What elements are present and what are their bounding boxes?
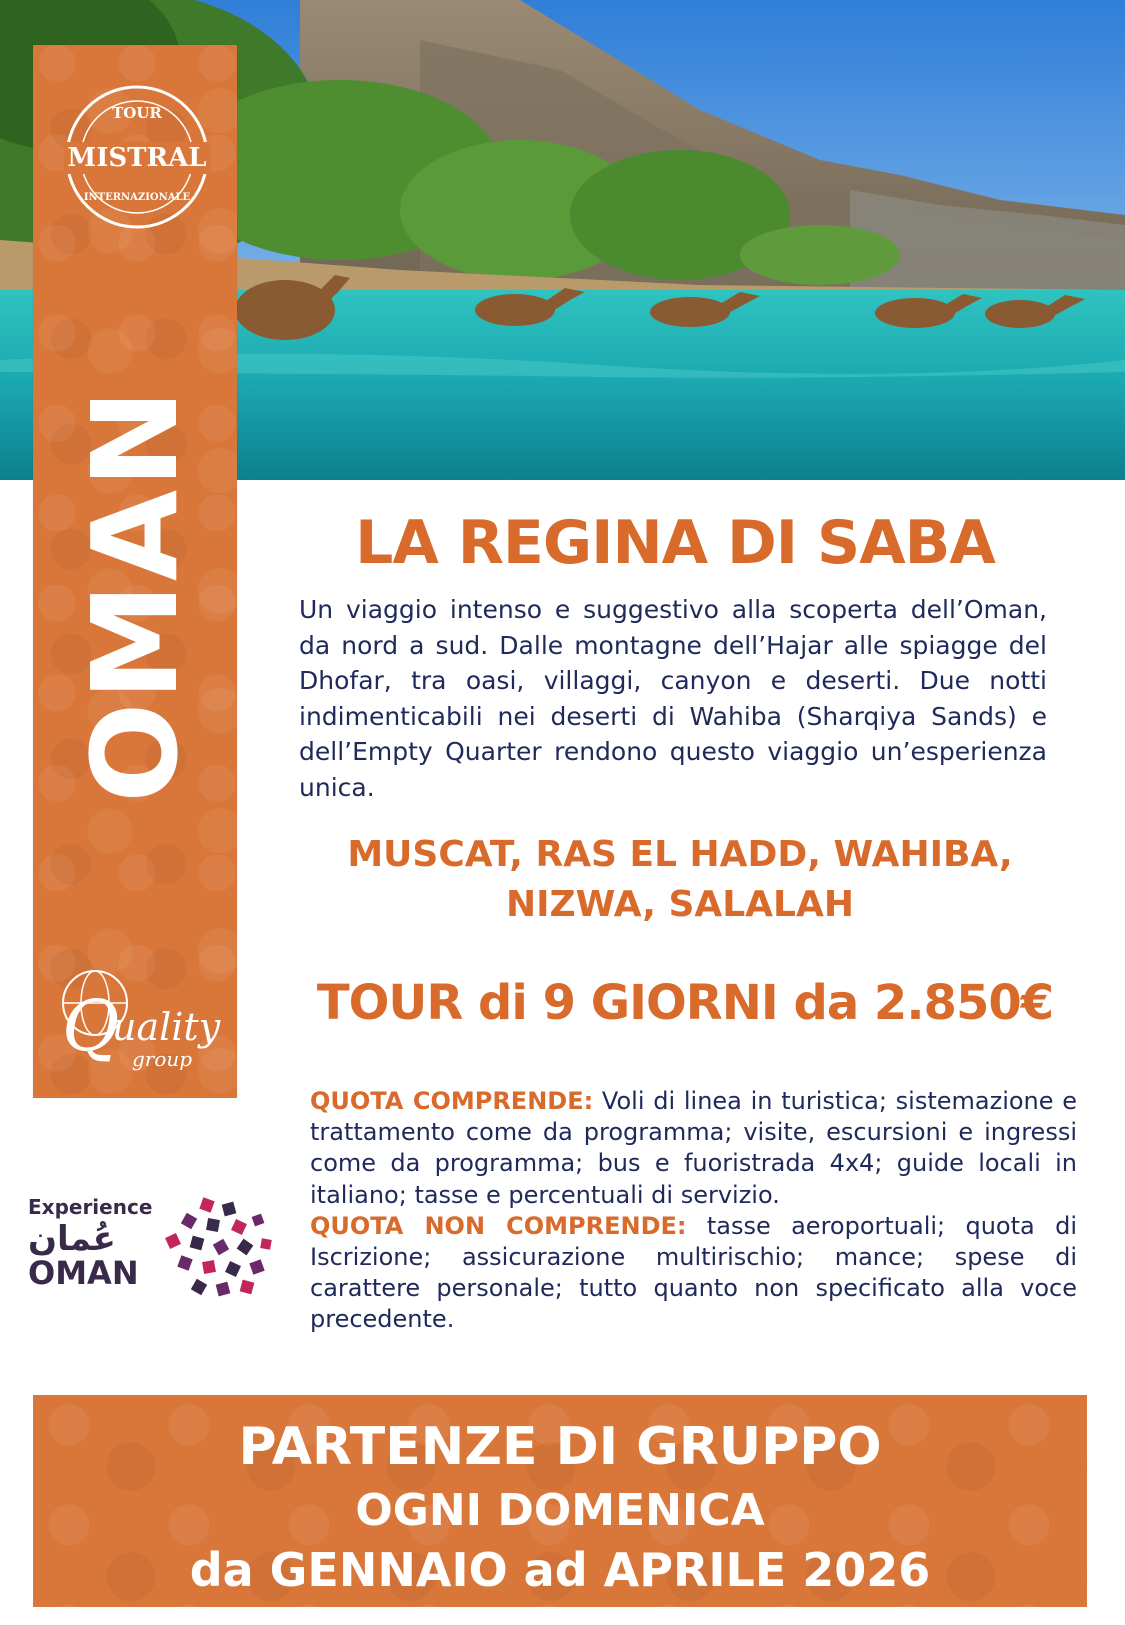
tour-intro: Un viaggio intenso e suggestivo alla scoperta dell’Oman, da nord a sud. Dalle montagne dell’Hajar alle spiagge del Dhofar, tra oasi, villaggi, canyon e deserti. Due notti indimenticabili nei deserti di Wahiba (Sharqiya Sands) e dell’Empty Quarter rendono questo viaggio un’esperienza unica. <box>299 595 1047 802</box>
quality-initial: Q <box>62 985 120 1067</box>
mistral-logo <box>62 82 212 232</box>
tour-cities <box>300 830 1060 930</box>
experience-arabic: عُمان <box>28 1219 116 1259</box>
banner-line-2: OGNI DOMENICA <box>355 1485 765 1536</box>
seal-name-text: MISTRAL <box>67 143 207 173</box>
quota-details <box>310 1086 1077 1336</box>
banner-line-1: PARTENZE DI GRUPPO <box>238 1417 882 1477</box>
quality-globe-icon <box>50 958 230 1078</box>
cities-line-1: MUSCAT, RAS EL HADD, WAHIBA, <box>347 834 1013 875</box>
quota-excludes-text: tasse aeroportuali; quota di Iscrizione; assicurazione multirischio; mance; spese di carattere personale; tutto quanto non specificato alla voce precedente. <box>310 1211 1077 1334</box>
experience-word: Experience <box>28 1195 153 1219</box>
experience-oman-logo <box>28 1195 278 1305</box>
experience-oman-wordmark <box>28 1195 153 1292</box>
cities-line-2: NIZWA, SALALAH <box>506 884 854 925</box>
quality-group-logo <box>50 958 230 1078</box>
experience-oman-word: OMAN <box>28 1254 139 1292</box>
quota-excludes-label: QUOTA NON COMPRENDE: <box>310 1211 687 1240</box>
country-label <box>33 380 237 810</box>
mistral-seal-icon <box>62 82 212 232</box>
quota-includes-label: QUOTA COMPRENDE: <box>310 1087 594 1115</box>
tour-price: TOUR di 9 GIORNI da 2.850€ <box>316 975 1054 1031</box>
quota-includes-text: Voli di linea in turistica; sistemazione e trattamento come da programma; visite, escursioni e ingressi come da programma; bus e fuoristrada 4x4; guide locali in italiano; tasse e percentuali di servizio. <box>310 1087 1078 1209</box>
quality-word: uality <box>112 1005 221 1049</box>
tour-title: LA REGINA DI SABA <box>355 508 995 578</box>
quality-sub: group <box>132 1047 193 1071</box>
departures-banner <box>33 1395 1087 1607</box>
experience-oman-mosaic-icon <box>153 1195 278 1305</box>
banner-line-3: da GENNAIO ad APRILE 2026 <box>189 1543 931 1597</box>
seal-bottom-text: INTERNAZIONALE <box>83 192 191 203</box>
country-text: OMAN <box>66 387 205 803</box>
seal-top-text: TOUR <box>112 104 162 122</box>
